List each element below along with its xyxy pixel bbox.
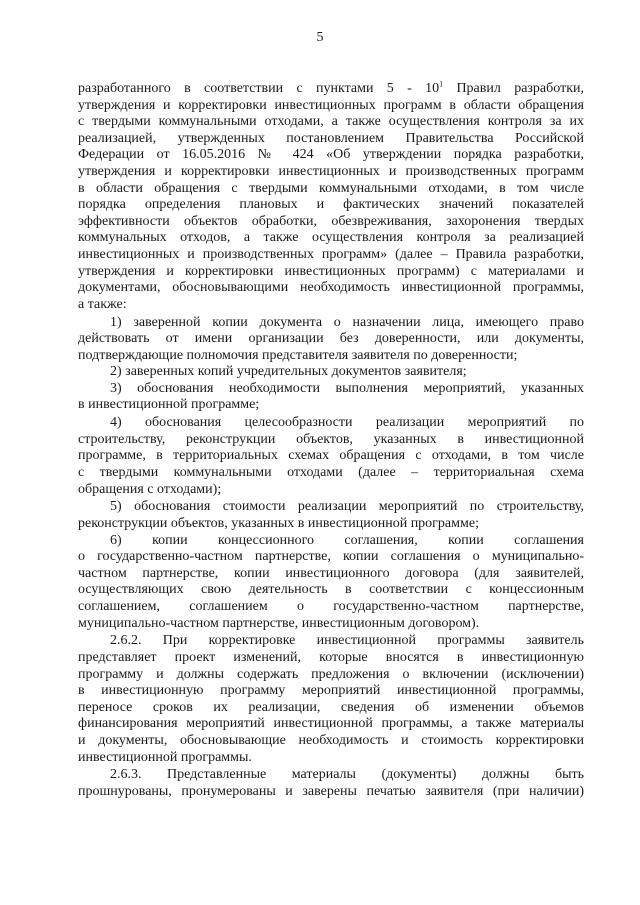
text-line: обращения с отходами); [78, 481, 222, 497]
page-number: 5 [316, 30, 324, 45]
text-line: порядка определения плановых и фактических значений показателей [78, 197, 584, 213]
text-line: переносе сроков их реализации, сведения об изменении объемов [78, 699, 584, 715]
text-line: документами, обосновывающими необходимость инвестиционной программы, [78, 280, 584, 296]
text-line: соглашением, соглашением о государственно-частном партнерстве, [78, 598, 584, 614]
text-line: а также: [78, 296, 127, 312]
list-item-line: 6) копии концессионного соглашения, копии соглашения [110, 532, 584, 548]
text-line: в инвестиционную программу мероприятий инвестиционной программы, [78, 683, 584, 699]
text-line: действовать от имени организации без доверенности, или документы, [78, 331, 584, 347]
text-line: подтверждающие полномочия представителя заявителя по доверенности; [78, 347, 518, 363]
text-line: с твердыми коммунальными отходами (далее – территориальная схема [78, 465, 584, 481]
text-line: утверждения и корректировки инвестиционных и производственных программ [78, 163, 584, 179]
list-item-line: 4) обоснования целесообразности реализации мероприятий по [110, 415, 584, 431]
text-line: эффективности объектов обработки, обезвреживания, захоронения твердых [78, 213, 584, 229]
text-line: с твердыми коммунальными отходами, а также осуществления контроля за их [78, 114, 584, 130]
body-text [78, 81, 584, 800]
text-line: разработанного в соответствии с пунктами $5 - 10^1$ Правил разработки, [78, 79, 584, 96]
text-line: частном партнерстве, копии инвестиционного договора (для заявителей, [78, 565, 584, 581]
text-line: инвестиционной программы. [78, 749, 252, 765]
text-line: осуществляющих свою деятельность в соответствии с концессионным [78, 582, 584, 598]
text-line: программе, в территориальных схемах обращения с отходами, в том числе [78, 448, 584, 464]
superscript-one: 1 [439, 79, 444, 89]
text-line: прошнурованы, пронумерованы и заверены печатью заявителя (при наличии) [78, 783, 584, 799]
text-line: Федерации от 16.05.2016 № 424 «Об утверждении порядка разработки, [78, 147, 584, 163]
text-line: в области обращения с твердыми коммунальными отходами, в том числе [78, 180, 584, 196]
section-line: 2.6.2. При корректировке инвестиционной программы заявитель [110, 633, 584, 649]
list-item-line: 2) заверенных копий учредительных документов заявителя; [110, 364, 467, 380]
text-line: в инвестиционной программе; [78, 397, 260, 413]
text-line: представляет проект изменений, которые вносятся в инвестиционную [78, 649, 584, 665]
list-item-line: 3) обоснования необходимости выполнения мероприятий, указанных [110, 380, 584, 396]
text-line: о государственно-частном партнерстве, копии соглашения о муниципально- [78, 549, 584, 565]
text-line: коммунальных отходов, а также осуществления контроля за реализацией [78, 230, 584, 246]
text-line: реализацией, утвержденных постановлением Правительства Российской [78, 130, 584, 146]
text-line: инвестиционных и производственных программ» (далее – Правила разработки, [78, 246, 584, 262]
text-line: утверждения и корректировки инвестиционных программ) с материалами и [78, 263, 584, 279]
text-line: утверждения и корректировки инвестиционных программ в области обращения [78, 97, 584, 113]
list-item-line: 5) обоснования стоимости реализации мероприятий по строительству, [110, 499, 584, 515]
list-item-line: 1) заверенной копии документа о назначении лица, имеющего право [110, 314, 584, 330]
text-line: муниципально-частном партнерстве, инвестиционным договором). [78, 615, 480, 631]
text-line: программу и должны содержать предложения о включении (исключении) [78, 666, 584, 682]
section-line: 2.6.3. Представленные материалы (документы) должны быть [110, 767, 584, 783]
text-line: строительству, реконструкции объектов, указанных в инвестиционной [78, 431, 584, 447]
text-line: реконструкции объектов, указанных в инвестиционной программе; [78, 516, 479, 531]
text-line: финансирования мероприятий инвестиционной программы, а также материалы [78, 716, 584, 732]
text-line: и документы, обосновывающие необходимость и стоимость корректировки [78, 732, 584, 748]
